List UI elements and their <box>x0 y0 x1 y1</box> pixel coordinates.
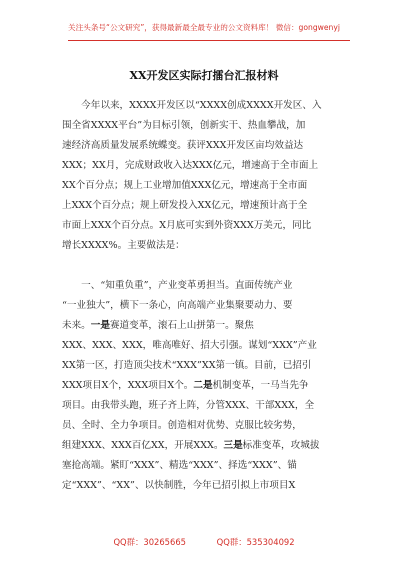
body-line: 上XXX个百分点；规上研发投入XX亿元，增速预计高于全 <box>62 200 308 211</box>
emphasis-label: 二是 <box>193 380 213 391</box>
footer-contact <box>0 536 408 548</box>
emphasis-label: 一是 <box>90 320 110 331</box>
body-line: XXX；XX月，完成财政收入达XXX亿元，增速高于全市面上 <box>62 160 319 171</box>
body-text: 未来。 <box>62 320 91 331</box>
header-note: 关注头条号“公文研究”，获得最新最全最专业的公文资料库！ 微信：gongwenyj <box>68 23 340 32</box>
footer-qq-group-2: QQ群：535304092 <box>216 537 295 547</box>
body-text: 赛道变革，滚石上山拼第一。聚焦 <box>109 320 254 331</box>
body-line: 增长XXXX%。主要做法是： <box>62 240 185 251</box>
header-divider <box>68 40 350 41</box>
body-line: 围全省XXXX平台”为目标引领，创新实干、热血攀战，加 <box>62 120 306 131</box>
body-text: 标准变革，攻城拔 <box>242 440 320 451</box>
body-line <box>62 318 352 334</box>
body-line <box>62 438 352 454</box>
body-line: XX个百分点；规上工业增加值XXX亿元，增速高于全市面 <box>62 180 308 191</box>
body-line: 塞抢高端。紧盯“XXX”、精选“XXX”、择选“XXX”、锚 <box>62 460 297 471</box>
body-text: 机制变革，一马当先争 <box>212 380 309 391</box>
body-line: 定“XXX”、“XX”、以快制胜，今年已招引拟上市项目X <box>62 480 296 491</box>
body-line: XX第一区，打造顶尖技术“XXX”XX第一镇。目前，已招引 <box>62 360 312 371</box>
footer-qq-group-1: QQ群：30265665 <box>113 537 186 547</box>
body-line <box>62 378 352 394</box>
body-line: 速经济高质量发展系统蝶变。获评XXX开发区亩均效益达 <box>62 140 304 151</box>
body-line: 今年以来，XXXX开发区以“XXXX创成XXXX开发区、入 <box>62 100 322 111</box>
body-line: 市面上XXX个百分点。X月底可实到外资XXX万美元，同比 <box>62 220 312 231</box>
body-line: 项目。由我带头跑，班子齐上阵，分管XXX、干部XXX，全 <box>62 400 315 411</box>
body-line: 员、全时、全力争项目。创造相对优势、克服比较劣势， <box>62 420 302 431</box>
body-line: XXX、XXX、XXX，唯高唯好、招大引强。谋划“XXX”产业 <box>62 340 317 351</box>
body-text: XXX项目X个，XXX项目X个。 <box>62 380 194 391</box>
emphasis-label: 三是 <box>223 440 243 451</box>
body-line: “一业独大”，横下一条心，向高端产业集聚要动力、要 <box>62 300 293 311</box>
body-text: 组建XXX、XXX百亿XX，开展XXX。 <box>62 440 224 451</box>
document-title: XX开发区实际打擂台汇报材料 <box>129 69 279 82</box>
body-line: 一、“知重负重”，产业变革勇担当。直面传统产业 <box>62 280 293 291</box>
